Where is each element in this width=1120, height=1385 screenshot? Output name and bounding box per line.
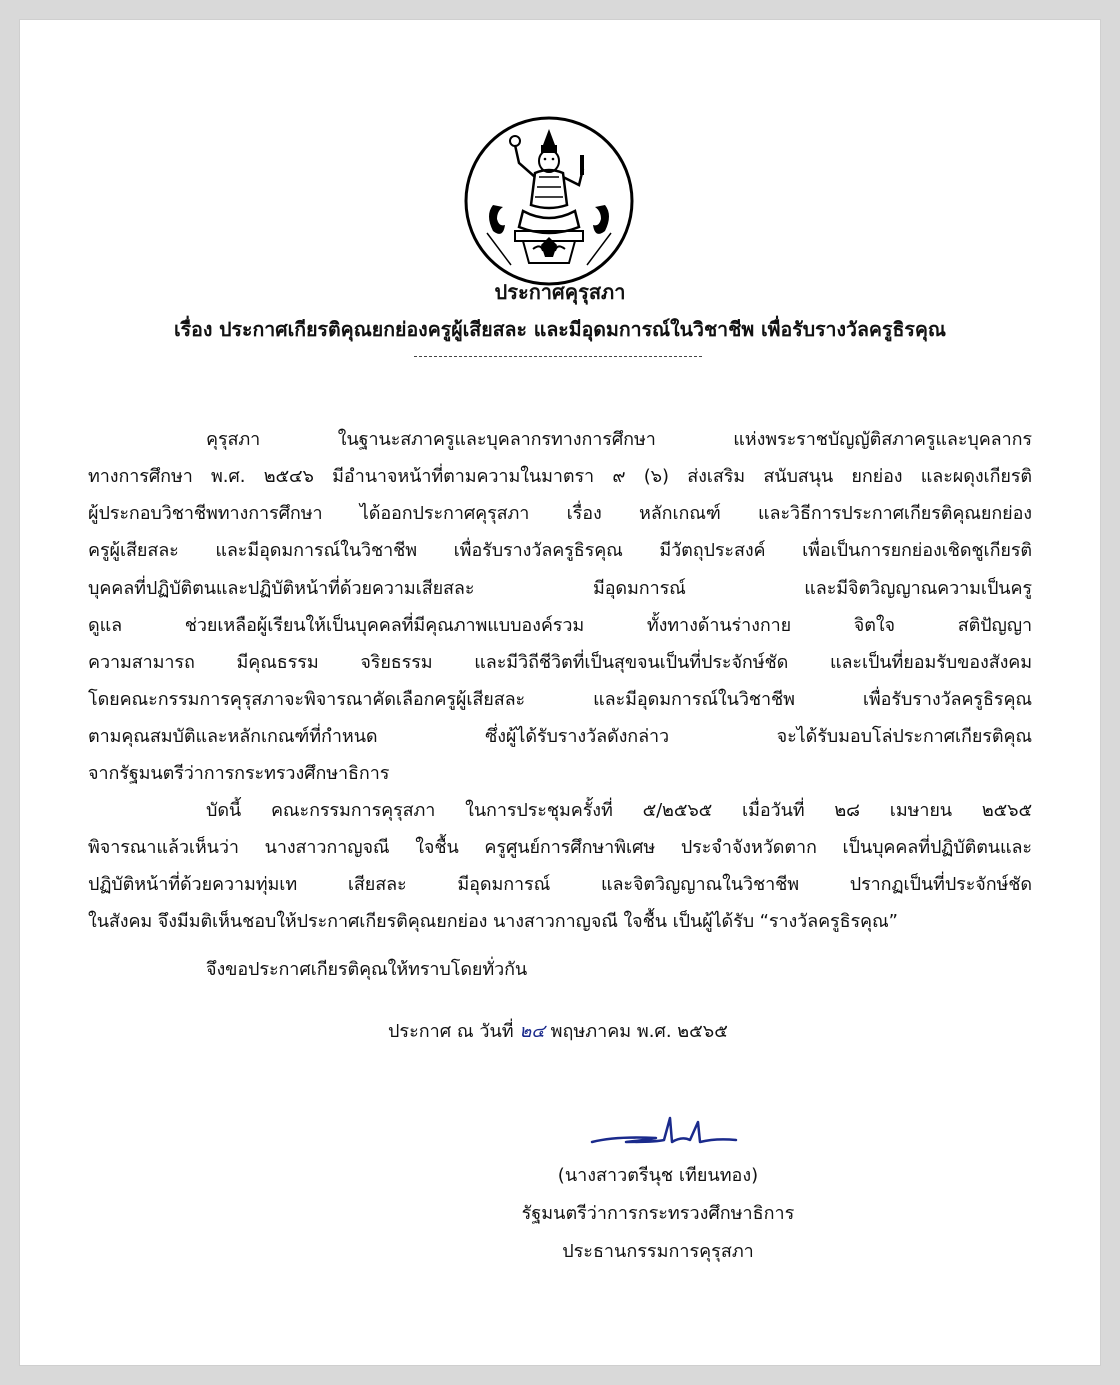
paragraph-line: ความสามารถ มีคุณธรรม จริยธรรม และมีวิถีชีวิตที่เป็นสุขจนเป็นที่ประจักษ์ชัด และเป็นที่ยอมรับของสังคม bbox=[88, 652, 1032, 673]
paragraph-line: บุคคลที่ปฏิบัติตนและปฏิบัติหน้าที่ด้วยความเสียสละ มีอุดมการณ์ และมีจิตวิญญาณความเป็นครู bbox=[88, 578, 1032, 599]
document-page bbox=[20, 20, 1100, 1365]
paragraph-line: ตามคุณสมบัติและหลักเกณฑ์ที่กำหนด ซึ่งผู้ได้รับรางวัลดังกล่าว จะได้รับมอบโล่ประกาศเกียรติคุณ bbox=[88, 726, 1032, 747]
paragraph-line: ครูผู้เสียสละ และมีอุดมการณ์ในวิชาชีพ เพื่อรับรางวัลครูธิรคุณ มีวัตถุประสงค์ เพื่อเป็นการยกย่องเชิดชูเกียรติ bbox=[88, 540, 1032, 561]
date-day: ๒๔ bbox=[519, 1021, 545, 1042]
paragraph-line: ปฏิบัติหน้าที่ด้วยความทุ่มเท เสียสละ มีอุดมการณ์ และจิตวิญญาณในวิชาชีพ ปรากฏเป็นที่ประจักษ์ชัด bbox=[88, 874, 1032, 895]
paragraph-line: คุรุสภา ในฐานะสภาครูและบุคลากรทางการศึกษา แห่งพระราชบัญญัติสภาครูและบุคลากร bbox=[206, 429, 1032, 450]
date-prefix: ประกาศ ณ วันที่ bbox=[388, 1021, 514, 1042]
signatory-position: รัฐมนตรีว่าการกระทรวงศึกษาธิการ bbox=[521, 1203, 795, 1224]
announcement-title: ประกาศคุรุสภา bbox=[494, 280, 626, 304]
paragraph-line: จากรัฐมนตรีว่าการกระทรวงศึกษาธิการ bbox=[88, 763, 390, 784]
paragraph-line: บัดนี้ คณะกรรมการคุรุสภา ในการประชุมครั้งที่ ๕/๒๕๖๕ เมื่อวันที่ ๒๘ เมษายน ๒๕๖๕ bbox=[206, 800, 1032, 821]
announcement-date bbox=[388, 1016, 728, 1045]
teachers-council-seal-icon bbox=[463, 115, 635, 287]
closing-line: จึงขอประกาศเกียรติคุณให้ทราบโดยทั่วกัน bbox=[206, 959, 528, 980]
paragraph-line: ในสังคม จึงมีมติเห็นชอบให้ประกาศเกียรติคุณยกย่อง นางสาวกาญจณี ใจชื้น เป็นผู้ได้รับ “รางวัลครูธิรคุณ” bbox=[88, 911, 898, 932]
paragraph-line: ดูแล ช่วยเหลือผู้เรียนให้เป็นบุคคลที่มีคุณภาพแบบองค์รวม ทั้งทางด้านร่างกาย จิตใจ สติปัญญา bbox=[88, 615, 1032, 636]
signatory-position: ประธานกรรมการคุรุสภา bbox=[562, 1241, 754, 1262]
paragraph-line: ทางการศึกษา พ.ศ. ๒๕๔๖ มีอำนาจหน้าที่ตามความในมาตรา ๙ (๖) ส่งเสริม สนับสนุน ยกย่อง และผดุงเกียรติ bbox=[88, 466, 1032, 487]
paragraph-line: ผู้ประกอบวิชาชีพทางการศึกษา ได้ออกประกาศคุรุสภา เรื่อง หลักเกณฑ์ และวิธีการประกาศเกียรติคุณยกย่อง bbox=[88, 503, 1032, 524]
paragraph-line: โดยคณะกรรมการคุรุสภาจะพิจารณาคัดเลือกครูผู้เสียสละ และมีอุดมการณ์ในวิชาชีพ เพื่อรับรางวัลครูธิรคุณ bbox=[88, 689, 1032, 710]
announcement-subject: เรื่อง ประกาศเกียรติคุณยกย่องครูผู้เสียสละ และมีอุดมการณ์ในวิชาชีพ เพื่อรับรางวัลครูธิรคุณ bbox=[174, 318, 946, 341]
date-rest: พฤษภาคม พ.ศ. ๒๕๖๕ bbox=[550, 1021, 728, 1042]
signatory-name: (นางสาวตรีนุช เทียนทอง) bbox=[557, 1165, 759, 1186]
title-divider bbox=[414, 356, 702, 357]
signature-icon bbox=[586, 1112, 746, 1152]
paragraph-line: พิจารณาแล้วเห็นว่า นางสาวกาญจณี ใจชื้น ครูศูนย์การศึกษาพิเศษ ประจำจังหวัดตาก เป็นบุคคลที่ปฏิบัติตนและ bbox=[88, 837, 1032, 858]
